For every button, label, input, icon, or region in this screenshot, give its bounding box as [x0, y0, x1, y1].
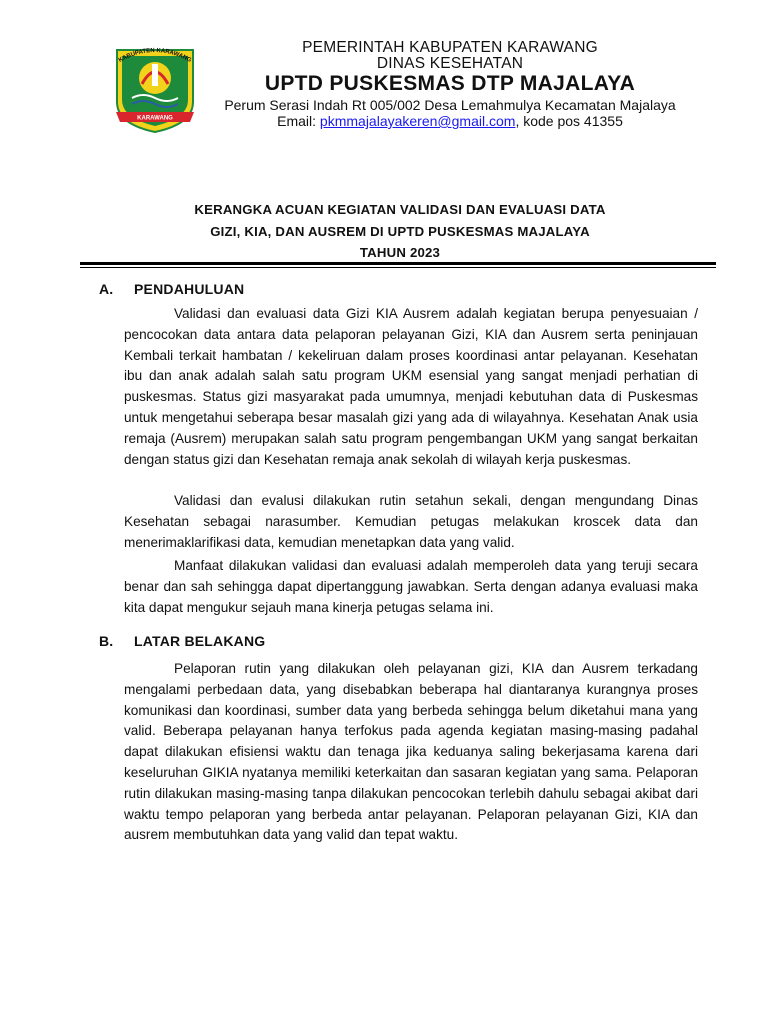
paragraph: Manfaat dilakukan validasi dan evaluasi adalah memperoleh data yang teruji secara benar dan sah sehingga dapat dipertanggung jawabkan. Serta dengan adanya evaluasi maka kita dapat mengukur sejauh mana kinerja petugas selama ini.: [124, 558, 698, 615]
section-title: PENDAHULUAN: [134, 281, 245, 297]
document-title-year: TAHUN 2023: [359, 245, 441, 260]
document-title-line-1: KERANGKA ACUAN KEGIATAN VALIDASI DAN EVALUASI DATA: [194, 202, 606, 217]
title-divider-thick: [80, 262, 716, 265]
logo-top-text: KABUPATEN KARAWANG: [117, 47, 193, 64]
title-divider-thin: [80, 267, 716, 268]
email-label: Email:: [277, 113, 320, 129]
letterhead: [200, 40, 700, 130]
section-heading-a: [99, 281, 244, 297]
section-title: LATAR BELAKANG: [134, 633, 266, 649]
logo-ribbon-text: KARAWANG: [137, 115, 173, 122]
postal-code: , kode pos 41355: [515, 113, 623, 129]
document-title-line-2: GIZI, KIA, DAN AUSREM DI UPTD PUSKESMAS MAJALAYA: [210, 224, 590, 239]
institution-name: UPTD PUSKESMAS DTP MAJALAYA: [264, 72, 636, 95]
karawang-emblem-logo: [112, 42, 198, 134]
paragraph: Validasi dan evalusi dilakukan rutin setahun sekali, dengan mengundang Dinas Kesehatan sebagai narasumber. Kemudian petugas melakukan kroscek data dan menerimaklarifikasi data, kemudian menetapkan data yang valid.: [124, 493, 698, 550]
paragraph: Validasi dan evaluasi data Gizi KIA Ausrem adalah kegiatan berupa penyesuaian / pencocokan data antara data pelaporan pelayanan Gizi, KIA dan Ausrem serta peninjauan Kembali terkait hambatan / kekeliruan dalam proses koordinasi antar pelayanan. Kesehatan ibu dan anak adalah salah satu program UKM esensial yang sangat menjadi perhatian di puskesmas. Status gizi masyarakat pada umumnya, menjadi kebutuhan data di Puskesmas untuk mengetahui seberapa besar masalah gizi yang ada di wilayahnya. Kesehatan Anak usia remaja (Ausrem) merupakan salah satu program pengembangan UKM yang sangat berkaitan dengan status gizi dan Kesehatan remaja anak sekolah di wilayah kerja puskesmas.: [124, 306, 698, 467]
email-link[interactable]: pkmmajalayakeren@gmail.com: [319, 113, 516, 129]
section-number: A.: [99, 281, 114, 297]
department-name: DINAS KESEHATAN: [376, 55, 524, 72]
address: Perum Serasi Indah Rt 005/002 Desa Lemahmulya Kecamatan Majalaya: [224, 97, 676, 113]
contact-line: [200, 113, 700, 130]
paragraph: Pelaporan rutin yang dilakukan oleh pelayanan gizi, KIA dan Ausrem terkadang mengalami perbedaan data, yang disebabkan beberapa hal diantaranya kurangnya proses komunikasi dan koordinasi, sumber data yang berbeda sehingga belum diketahui mana yang valid. Beberapa pelayanan hanya terfokus pada agenda kegiatan masing-masing padahal dapat dilakukan efisiensi waktu dan tenaga jika keduanya saling bekerjasama karena dari keseluruhan GIKIA nyatanya memiliki keterkaitan dan sasaran kegiatan yang sama. Pelaporan rutin dilakukan masing-masing tanpa dilakukan pencocokan terlebih dahulu sebagai akibat dari waktu tempo pelaporan yang berbeda antar pelayanan. Pelaporan pelayanan Gizi, KIA dan ausrem membutuhkan data yang valid dan tepat waktu.: [124, 661, 698, 843]
government-name: PEMERINTAH KABUPATEN KARAWANG: [302, 39, 598, 56]
section-number: B.: [99, 633, 114, 649]
section-heading-b: [99, 633, 265, 649]
